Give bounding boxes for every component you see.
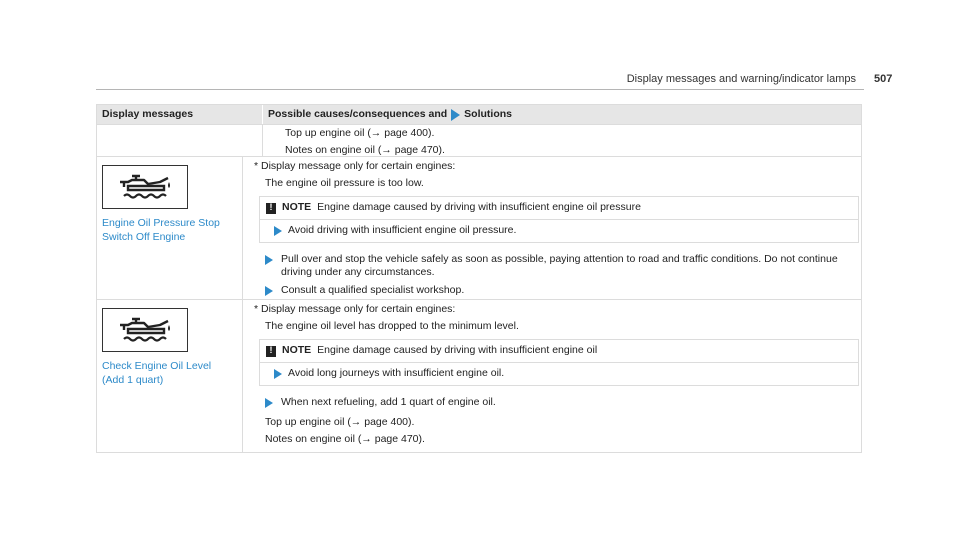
- table-header-row: [97, 105, 861, 124]
- asterisk-note: * Display message only for certain engines:: [254, 160, 456, 172]
- cross-reference-line[interactable]: Notes on engine oil (→ page 470).: [265, 432, 425, 445]
- exclamation-warning-icon: !: [266, 346, 276, 357]
- note-text: Engine damage caused by driving with insufficient engine oil pressure: [317, 201, 641, 214]
- engine-oil-pressure-icon: [102, 165, 188, 209]
- cross-reference-line[interactable]: Top up engine oil (→ page 400).: [265, 416, 415, 429]
- engine-oil-level-icon: [102, 308, 188, 352]
- cause-text: The engine oil level has dropped to the minimum level.: [265, 319, 519, 332]
- solution-step: [265, 396, 861, 410]
- asterisk-note: * Display message only for certain engines:: [254, 303, 456, 315]
- display-message-name: Check Engine Oil Level (Add 1 quart): [102, 360, 212, 386]
- page-header: [0, 72, 960, 84]
- note-line: [260, 197, 858, 219]
- column-header-display-messages: Display messages: [97, 105, 263, 124]
- header-divider: [96, 89, 864, 90]
- table-cell-empty: [97, 125, 263, 156]
- note-box: [259, 196, 859, 242]
- note-step: [260, 362, 858, 385]
- play-triangle-icon: [265, 286, 273, 296]
- cross-reference-line[interactable]: Notes on engine oil (→ page 470).: [285, 143, 445, 156]
- note-line: [260, 340, 858, 362]
- column-header-solutions-label: Solutions: [464, 107, 513, 120]
- table-cell-solutions: [243, 300, 861, 452]
- column-header-causes-solutions: [263, 105, 861, 124]
- solution-step-text: When next refueling, add 1 quart of engine oil.: [281, 395, 496, 408]
- play-triangle-icon: [451, 109, 460, 121]
- note-label: NOTE: [282, 344, 312, 357]
- display-message-name: Engine Oil Pressure Stop Switch Off Engine: [102, 217, 220, 243]
- page-number: 507: [874, 73, 893, 85]
- exclamation-warning-icon: !: [266, 203, 276, 214]
- solution-step-text: Pull over and stop the vehicle safely as soon as possible, paying attention to road and traffic conditions. Do not continue driving under any circumstances.: [281, 252, 838, 279]
- note-step-text: Avoid driving with insufficient engine oil pressure.: [288, 223, 517, 236]
- note-step-text: Avoid long journeys with insufficient engine oil.: [288, 366, 505, 379]
- page-header-title: Display messages and warning/indicator lamps: [626, 73, 856, 85]
- table-row: [97, 299, 861, 452]
- column-header-causes-label: Possible causes/consequences and: [268, 107, 448, 120]
- solution-step: [265, 253, 861, 280]
- table-cell-message: [97, 157, 243, 299]
- solution-step-text: Consult a qualified specialist workshop.: [281, 283, 465, 296]
- note-box: [259, 339, 859, 385]
- display-messages-table: [96, 104, 862, 453]
- table-cell-message: [97, 300, 243, 452]
- play-triangle-icon: [265, 255, 273, 265]
- play-triangle-icon: [274, 369, 282, 379]
- table-row: [97, 124, 861, 156]
- table-cell-solutions: [243, 157, 861, 299]
- play-triangle-icon: [265, 398, 273, 408]
- table-cell-solutions: [263, 125, 861, 156]
- note-step: [260, 219, 858, 242]
- play-triangle-icon: [274, 226, 282, 236]
- cross-reference-line[interactable]: Top up engine oil (→ page 400).: [285, 127, 435, 139]
- cause-text: The engine oil pressure is too low.: [265, 176, 424, 189]
- note-label: NOTE: [282, 201, 312, 214]
- note-text: Engine damage caused by driving with insufficient engine oil: [317, 344, 598, 357]
- table-row: [97, 156, 861, 299]
- solution-step: [265, 284, 861, 298]
